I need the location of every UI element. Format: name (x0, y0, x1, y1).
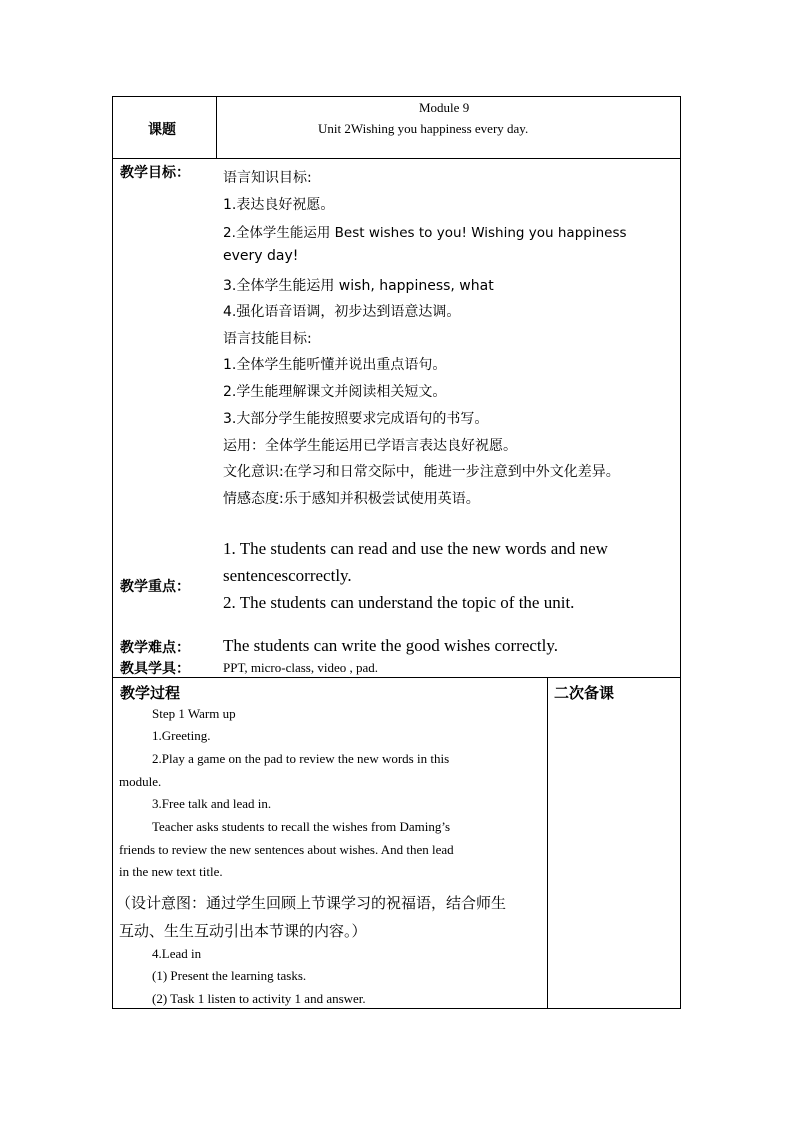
knowledge-item-2-line-1: 2.全体学生能运用 Best wishes to you! Wishing you happiness (223, 225, 627, 241)
header-row-divider (112, 158, 681, 159)
table-border-bottom (112, 1008, 681, 1009)
design-intent-line-2: 互动、生生互动引出本节课的内容。） (119, 922, 367, 940)
attitude-objective: 情感态度:乐于感知并积极尝试使用英语。 (223, 491, 480, 507)
objectives-label: 教学目标： (120, 165, 190, 181)
table-border-right (680, 96, 681, 1009)
step-1: Step 1 Warm up (152, 706, 236, 721)
unit-title: Unit 2Wishing you happiness every day. (318, 121, 529, 136)
knowledge-item-3: 3.全体学生能运用 wish, happiness, what (223, 278, 494, 294)
free-talk: 3.Free talk and lead in. (152, 796, 272, 811)
teacher-line-3: in the new text title. (119, 864, 223, 879)
lead-in: 4.Lead in (152, 946, 202, 961)
key-point-1-line-1: 1. The students can read and use the new words and new (223, 539, 608, 558)
key-point-1-line-2: sentencescorrectly. (223, 566, 352, 585)
knowledge-item-1: 1.表达良好祝愿。 (223, 197, 335, 213)
key-point-2: 2. The students can understand the topic of the unit. (223, 593, 575, 612)
present-tasks: (1) Present the learning tasks. (152, 968, 307, 983)
module-title: Module 9 (419, 100, 470, 115)
difficulties-text: The students can write the good wishes correctly. (223, 636, 559, 655)
skills-heading: 语言技能目标: (223, 331, 312, 347)
culture-objective: 文化意识:在学习和日常交际中，能进一步注意到中外文化差异。 (223, 464, 620, 480)
teacher-line-2: friends to review the new sentences about wishes. And then lead (119, 842, 454, 857)
knowledge-item-2-line-2: every day! (223, 248, 299, 264)
teacher-line-1: Teacher asks students to recall the wishes from Daming’s (152, 819, 451, 834)
skills-item-3: 3.大部分学生能按照要求完成语句的书写。 (223, 411, 489, 427)
task-1: (2) Task 1 listen to activity 1 and answer. (152, 991, 366, 1006)
aids-text: PPT, micro-class, video , pad. (223, 660, 379, 675)
game-line-2: module. (119, 774, 162, 789)
knowledge-heading: 语言知识目标: (223, 170, 312, 186)
header-column-divider (216, 96, 217, 159)
difficulties-label: 教学难点： (120, 640, 190, 656)
second-prep-label: 二次备课 (554, 684, 615, 702)
process-row-divider (112, 677, 681, 678)
use-objective: 运用：全体学生能运用已学语言表达良好祝愿。 (223, 438, 517, 454)
greeting: 1.Greeting. (152, 728, 211, 743)
skills-item-1: 1.全体学生能听懂并说出重点语句。 (223, 357, 447, 373)
table-border-top (112, 96, 681, 97)
process-column-divider (547, 677, 548, 1009)
topic-label: 课题 (148, 122, 176, 138)
design-intent-line-1: （设计意图：通过学生回顾上节课学习的祝福语，结合师生 (116, 894, 507, 912)
skills-item-2: 2.学生能理解课文并阅读相关短文。 (223, 384, 447, 400)
process-label: 教学过程 (120, 684, 181, 702)
game-line-1: 2.Play a game on the pad to review the new words in this (152, 751, 450, 766)
aids-label: 教具学具： (120, 661, 190, 677)
knowledge-item-4: 4.强化语音语调，初步达到语意达调。 (223, 304, 461, 320)
key-points-label: 教学重点： (120, 579, 190, 595)
table-border-left (112, 96, 113, 1009)
